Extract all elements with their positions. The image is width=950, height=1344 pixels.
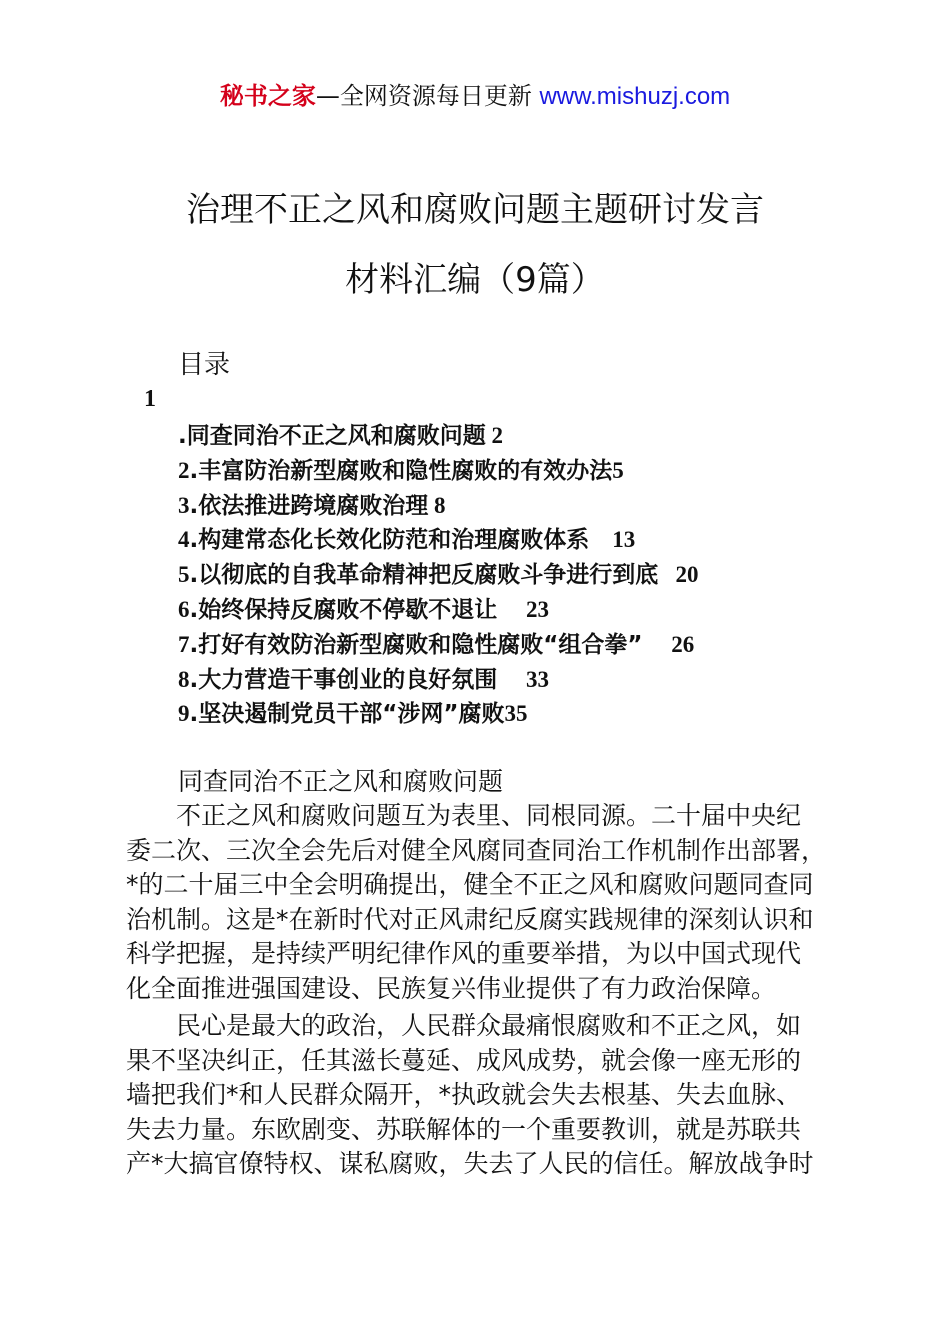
banner-url[interactable]: www.mishuzj.com [539, 83, 731, 110]
toc-item-text: .同查同治不正之风和腐败问题 [178, 423, 486, 449]
paragraph-line: 不正之风和腐败问题互为表里、同根同源。二十届中央纪 [126, 801, 802, 830]
toc-item[interactable] [178, 697, 699, 732]
toc-item-text: .大力营造干事创业的良好氛围 [189, 666, 498, 693]
toc-item-page: 20 [658, 562, 699, 588]
paragraph-line: 产*大搞官僚特权、谋私腐败，失去了人民的信任。解放战争时 [126, 1149, 814, 1178]
toc-item-number: 3 [178, 492, 190, 518]
toc-item[interactable] [178, 663, 699, 698]
toc-item-number: 6 [178, 596, 190, 622]
paragraph-line: 治机制。这是*在新时代对正风肃纪反腐实践规律的深刻认识和 [126, 904, 814, 934]
body-paragraph-2 [126, 1009, 834, 1182]
toc-item-page: 23 [497, 596, 549, 622]
toc-item-page: 13 [589, 527, 636, 553]
toc-item-text: .丰富防治新型腐败和隐性腐败的有效办法 [189, 457, 613, 484]
body-paragraph-1 [126, 799, 834, 1006]
toc-item[interactable] [178, 489, 699, 524]
toc-item-page: 35 [504, 701, 528, 727]
toc-item-number: 4 [178, 527, 190, 553]
paragraph-line: 民心是最大的政治，人民群众最痛恨腐败和不正之风，如 [126, 1011, 802, 1040]
toc-item-number: 9 [178, 701, 190, 727]
toc-item-number: 2 [178, 457, 190, 483]
toc-item-page: 26 [642, 631, 695, 657]
section-heading: 同查同治不正之风和腐败问题 [178, 767, 504, 796]
toc-item-text: .以彻底的自我革命精神把反腐败斗争进行到底 [189, 562, 659, 589]
toc-item-text: .坚决遏制党员干部“涉网”腐败 [189, 701, 505, 728]
toc-first-number: 1 [144, 386, 156, 412]
paragraph-line: 科学把握，是持续严明纪律作风的重要举措，为以中国式现代 [126, 939, 802, 968]
toc-item-page: 5 [612, 457, 624, 483]
toc-item-text: .依法推进跨境腐败治理 [189, 492, 429, 519]
toc-item[interactable] [178, 558, 699, 593]
toc-item-number: 8 [178, 666, 190, 692]
toc-item-number: 5 [178, 562, 190, 588]
toc-item-text: .打好有效防治新型腐败和隐性腐败“组合拳” [189, 631, 643, 658]
paragraph-line: 失去力量。东欧剧变、苏联解体的一个重要教训，就是苏联共 [126, 1114, 802, 1144]
toc-item[interactable] [178, 419, 699, 454]
table-of-contents [178, 419, 699, 732]
paragraph-line: 墙把我们*和人民群众隔开，*执政就会失去根基、失去血脉、 [126, 1080, 802, 1109]
toc-item[interactable] [178, 454, 699, 489]
paragraph-line: *的二十届三中全会明确提出，健全不正之风和腐败问题同查同 [126, 870, 814, 899]
document-title-line-2: 材料汇编（9篇） [345, 260, 605, 300]
site-banner [0, 80, 950, 113]
banner-tagline: —全网资源每日更新 [315, 82, 540, 110]
toc-item-text: .始终保持反腐败不停歇不退让 [189, 596, 498, 623]
toc-item[interactable] [178, 523, 699, 558]
toc-item[interactable] [178, 593, 699, 628]
toc-item[interactable] [178, 628, 699, 663]
document-title-line-1: 治理不正之风和腐败问题主题研讨发言 [186, 190, 764, 230]
toc-item-text: .构建常态化长效化防范和治理腐败体系 [189, 527, 590, 554]
toc-item-page: 8 [428, 492, 446, 518]
paragraph-line: 果不坚决纠正，任其滋长蔓延、成风成势，就会像一座无形的 [126, 1045, 802, 1075]
toc-label: 目录 [178, 350, 231, 380]
toc-item-page: 2 [485, 423, 503, 448]
toc-item-page: 33 [497, 666, 549, 692]
toc-item-number: 7 [178, 631, 190, 657]
paragraph-line: 化全面推进强国建设、民族复兴伟业提供了有力政治保障。 [126, 973, 777, 1003]
brand-name: 秘书之家 [219, 82, 316, 110]
paragraph-line: 委二次、三次全会先后对健全风腐同查同治工作机制作出部署， [126, 835, 827, 865]
